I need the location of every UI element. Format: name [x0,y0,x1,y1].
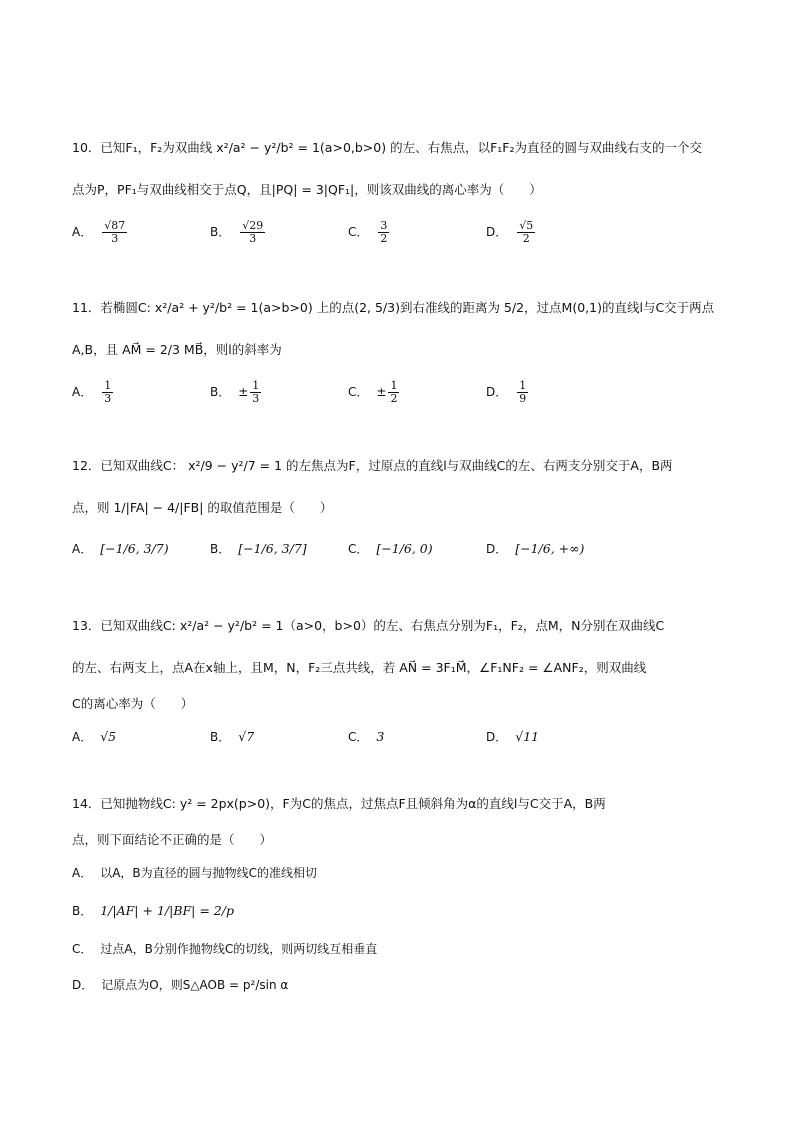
question-11-option-d[interactable]: D． $\frac{1}{9}$ [486,379,527,405]
question-10-line-1: 10．已知F₁，F₂为双曲线 x²/a² − y²/b² = 1(a>0,b>0) 的左、右焦点，以F₁F₂为直径的圆与双曲线右支的一个交 [72,140,702,155]
question-11-option-c[interactable]: C． ± $\frac{1}{2}$ [348,379,398,405]
option-fraction: $\frac{√5}{2}$ [519,219,534,245]
question-14-line-2: 点，则下面结论不正确的是（ ） [72,832,273,847]
question-12-option-b[interactable]: B． [−1/6, 3/7] [210,541,307,556]
question-11-line-1: 11．若椭圆C: x²/a² + y²/b² = 1(a>b>0) 上的点(2, 5/3)到右准线的距离为 5/2，过点M(0,1)的直线l与C交于两点 [72,300,715,315]
question-10-line-2: 点为P，PF₁与双曲线相交于点Q，且|PQ| = 3|QF₁|，则该双曲线的离心率为（ ） [72,182,542,197]
question-11-option-a[interactable]: A． $\frac{1}{3}$ [72,379,112,405]
question-10-option-a[interactable]: A． $\frac{√87}{3}$ [72,219,126,245]
question-12-option-a[interactable]: A． [−1/6, 3/7) [72,541,169,556]
option-fraction: $\frac{3}{2}$ [380,219,388,245]
question-12-option-c[interactable]: C． [−1/6, 0) [348,541,433,556]
option-fraction: $\frac{1}{3}$ [252,379,260,405]
question-13-option-b[interactable]: B． √7 [210,729,255,744]
question-14-option-b[interactable]: B． 1/|AF| + 1/|BF| = 2/p [72,903,234,918]
option-fraction: $\frac{1}{9}$ [519,379,527,405]
question-12-line-1: 12．已知双曲线C： x²/9 − y²/7 = 1 的左焦点为F，过原点的直线l与双曲线C的左、右两支分别交于A，B两 [72,458,673,473]
option-fraction: $\frac{1}{3}$ [104,379,112,405]
option-fraction: $\frac{√29}{3}$ [242,219,264,245]
question-13-line-3: C的离心率为（ ） [72,696,194,711]
option-fraction: $\frac{√87}{3}$ [104,219,126,245]
question-12-option-d[interactable]: D． [−1/6, +∞) [486,541,585,556]
question-11-option-b[interactable]: B． ± $\frac{1}{3}$ [210,379,260,405]
question-14-option-a[interactable]: A． 以A，B为直径的圆与抛物线C的准线相切 [72,866,318,880]
question-11-line-2: A,B，且 AM⃗ = 2/3 MB⃗，则l的斜率为 [72,342,282,357]
question-14-option-d[interactable]: D． 记原点为O，则S△AOB = p²/sin α [72,978,289,992]
question-12-line-2: 点，则 1/|FA| − 4/|FB| 的取值范围是（ ） [72,500,333,515]
question-13-line-1: 13．已知双曲线C: x²/a² − y²/b² = 1（a>0，b>0）的左、右焦点分别为F₁，F₂，点M，N分别在双曲线C [72,618,665,633]
question-10-option-b[interactable]: B． $\frac{√29}{3}$ [210,219,264,245]
question-13-option-c[interactable]: C． 3 [348,729,385,744]
question-13-line-2: 的左、右两支上，点A在x轴上，且M，N，F₂三点共线，若 AN⃗ = 3F₁M⃗，∠F₁NF₂ = ∠ANF₂，则双曲线 [72,660,647,675]
question-14-line-1: 14．已知抛物线C: y² = 2px(p>0)，F为C的焦点，过焦点F且倾斜角为α的直线l与C交于A，B两 [72,796,606,811]
question-13-option-d[interactable]: D． √11 [486,729,540,744]
option-fraction: $\frac{1}{2}$ [390,379,398,405]
question-13-option-a[interactable]: A． √5 [72,729,117,744]
question-10-option-c[interactable]: C． $\frac{3}{2}$ [348,219,388,245]
question-10-option-d[interactable]: D． $\frac{√5}{2}$ [486,219,534,245]
question-14-option-c[interactable]: C． 过点A，B分别作抛物线C的切线，则两切线互相垂直 [72,942,378,956]
